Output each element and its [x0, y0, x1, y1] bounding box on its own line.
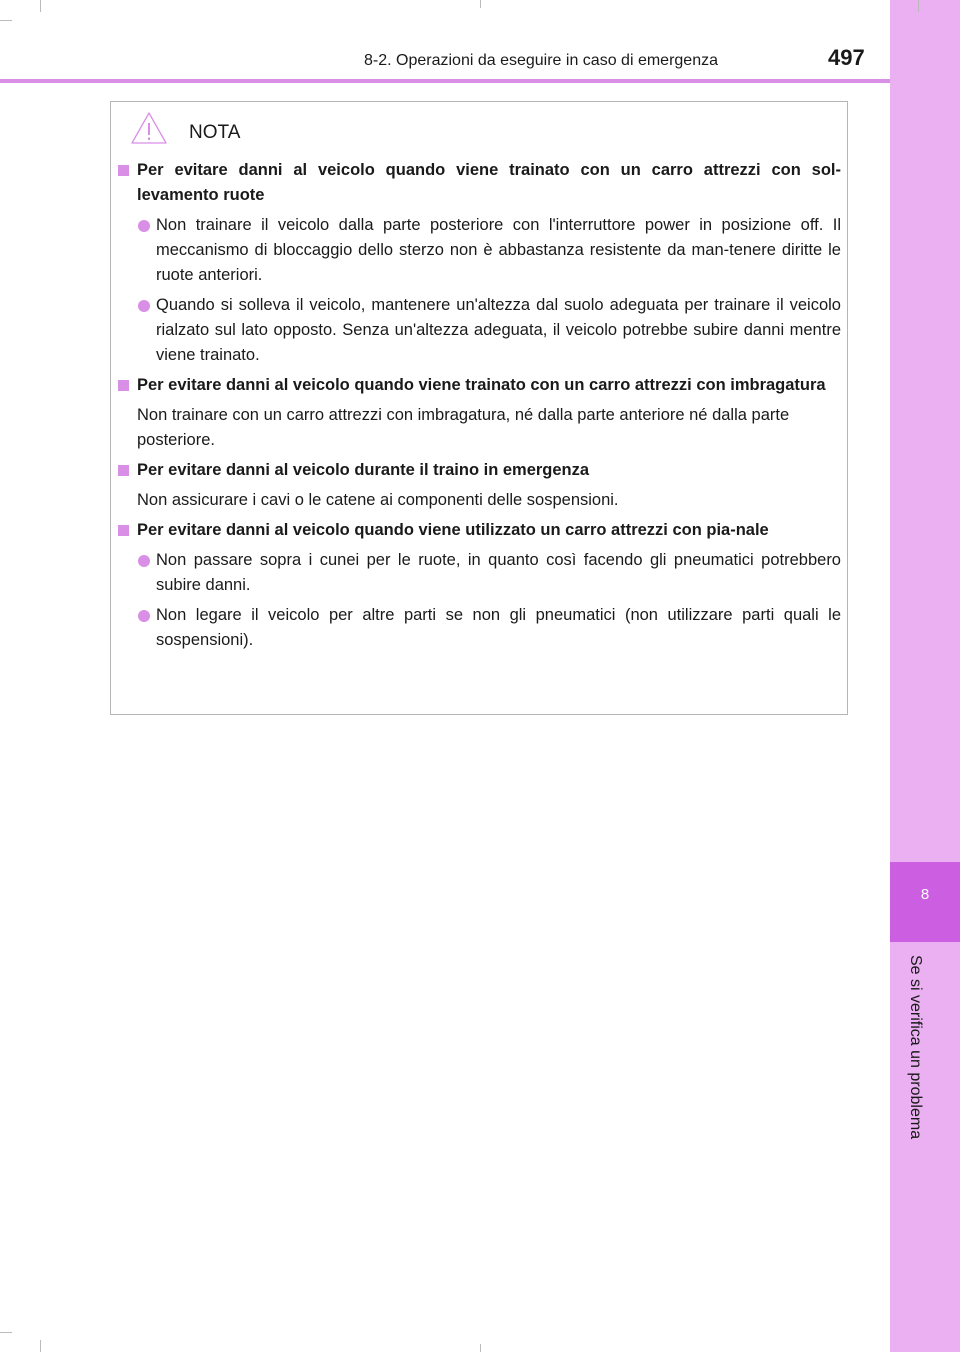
list-item-text: Non passare sopra i cunei per le ruote, in quanto così facendo gli pneumatici potrebbero subire danni. [156, 551, 841, 594]
heading-text: Per evitare danni al veicolo quando viene trainato con un carro attrezzi con sol-levamento ruote [137, 161, 841, 204]
list-item [117, 213, 841, 288]
crop-mark [40, 0, 41, 12]
section-heading [117, 158, 841, 208]
list-item-text: Non trainare il veicolo dalla parte posteriore con l'interruttore power in posizione off. Il meccanismo di bloccaggio dello sterzo non è abbastanza resistente da man-tenere diritte le ruote anteriori. [156, 216, 841, 284]
square-bullet-icon [118, 380, 129, 391]
crop-mark [918, 0, 919, 12]
list-item-text: Non legare il veicolo per altre parti se non gli pneumatici (non utilizzare parti quali le sospensioni). [156, 606, 841, 649]
section-text: Non trainare con un carro attrezzi con imbragatura, né dalla parte anteriore né dalla parte posteriore. [137, 406, 790, 449]
note-box [110, 101, 848, 715]
list-item [117, 548, 841, 598]
note-content [117, 158, 841, 658]
header-rule [0, 79, 890, 83]
chapter-number: 8 [920, 886, 930, 903]
section-text: Non assicurare i cavi o le catene ai componenti delle sospensioni. [137, 491, 619, 509]
circle-bullet-icon [138, 610, 150, 622]
square-bullet-icon [118, 525, 129, 536]
crop-mark [0, 1332, 12, 1333]
chapter-title: Se si verifica un problema [907, 955, 924, 1140]
heading-text: Per evitare danni al veicolo quando viene utilizzato un carro attrezzi con pia-nale [137, 521, 769, 539]
square-bullet-icon [118, 465, 129, 476]
section-heading [117, 518, 841, 543]
heading-text: Per evitare danni al veicolo durante il traino in emergenza [137, 461, 590, 479]
list-item [117, 293, 841, 368]
list-item-text: Quando si solleva il veicolo, mantenere un'altezza dal suolo adeguata per trainare il veicolo rialzato sul lato opposto. Senza un'altezza adeguata, il veicolo potrebbe subire danni mentre viene trainato. [156, 296, 841, 364]
crop-mark [480, 1344, 481, 1352]
list-item [117, 603, 841, 653]
circle-bullet-icon [138, 220, 150, 232]
circle-bullet-icon [138, 555, 150, 567]
heading-text: Per evitare danni al veicolo quando viene trainato con un carro attrezzi con imbragatura [137, 376, 826, 394]
section-heading [117, 458, 841, 483]
square-bullet-icon [118, 165, 129, 176]
section-title: 8-2. Operazioni da eseguire in caso di emergenza [364, 52, 718, 69]
chapter-number-box [890, 862, 960, 942]
page-number: 497 [828, 45, 865, 70]
crop-mark [480, 0, 481, 8]
circle-bullet-icon [138, 300, 150, 312]
warning-triangle-icon [129, 110, 169, 146]
crop-mark [0, 20, 12, 21]
section-heading [117, 373, 841, 398]
note-title: NOTA [189, 122, 241, 143]
crop-mark [40, 1340, 41, 1352]
